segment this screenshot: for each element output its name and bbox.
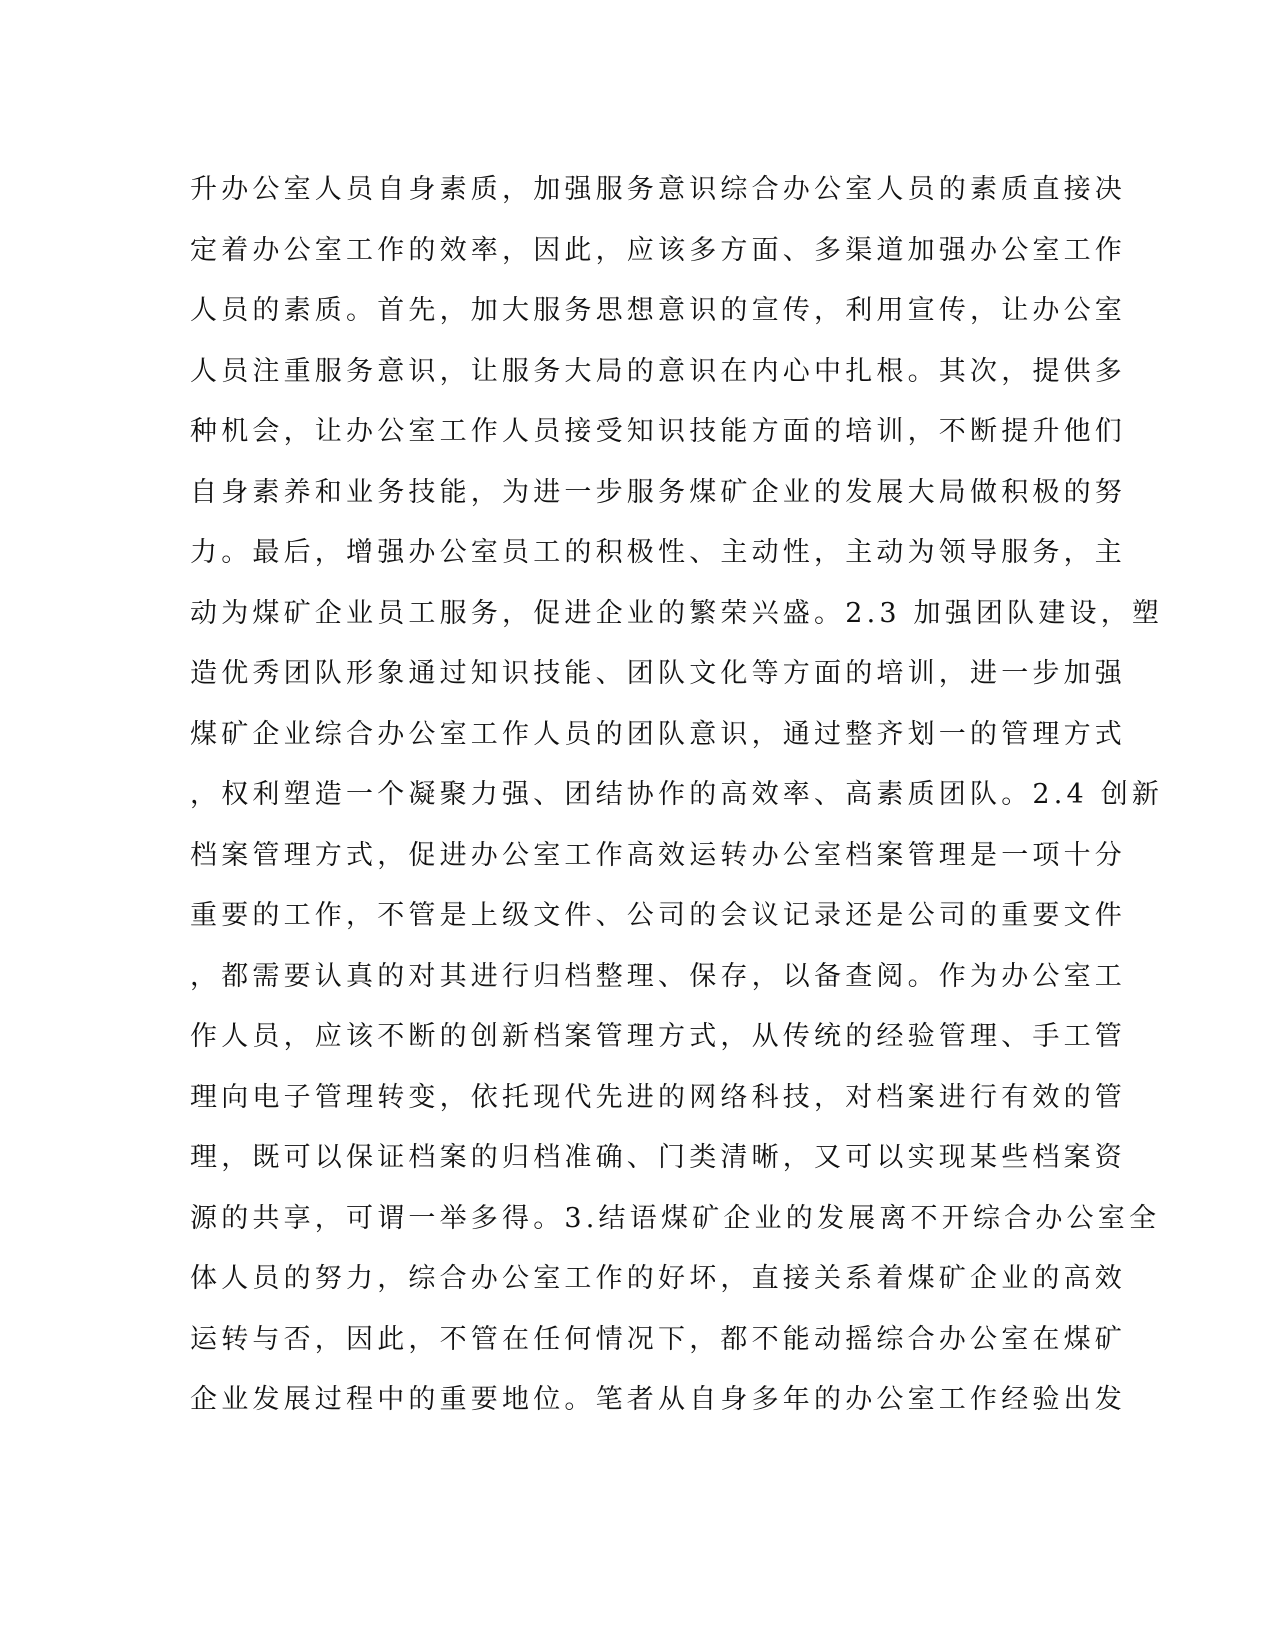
- text-line: ，权利塑造一个凝聚力强、团结协作的高效率、高素质团队。2.4 创新: [190, 779, 1164, 810]
- text-line: 造优秀团队形象通过知识技能、团队文化等方面的培训，进一步加强: [190, 658, 1126, 689]
- text-line: 自身素养和业务技能，为进一步服务煤矿企业的发展大局做积极的努: [190, 476, 1126, 508]
- text-line: 煤矿企业综合办公室工作人员的团队意识，通过整齐划一的管理方式: [190, 718, 1126, 750]
- text-line: 源的共享，可谓一举多得。3.结语煤矿企业的发展离不开综合办公室全: [190, 1202, 1161, 1234]
- body-text: [190, 160, 1164, 1431]
- text-line: 定着办公室工作的效率，因此，应该多方面、多渠道加强办公室工作: [190, 234, 1126, 266]
- text-line: 种机会，让办公室工作人员接受知识技能方面的培训，不断提升他们: [190, 416, 1126, 447]
- text-line: ，都需要认真的对其进行归档整理、保存，以备查阅。作为办公室工: [190, 960, 1126, 992]
- text-line: 理向电子管理转变，依托现代先进的网络科技，对档案进行有效的管: [190, 1081, 1126, 1113]
- text-line: 动为煤矿企业员工服务，促进企业的繁荣兴盛。2.3 加强团队建设，塑: [190, 597, 1164, 629]
- text-line: 档案管理方式，促进办公室工作高效运转办公室档案管理是一项十分: [190, 839, 1126, 871]
- text-line: 理，既可以保证档案的归档准确、门类清晰，又可以实现某些档案资: [190, 1142, 1126, 1173]
- text-line: 重要的工作，不管是上级文件、公司的会议记录还是公司的重要文件: [190, 900, 1126, 931]
- text-line: 体人员的努力，综合办公室工作的好坏，直接关系着煤矿企业的高效: [190, 1263, 1126, 1294]
- text-line: 人员注重服务意识，让服务大局的意识在内心中扎根。其次，提供多: [190, 355, 1126, 387]
- text-line: 企业发展过程中的重要地位。笔者从自身多年的办公室工作经验出发: [190, 1384, 1126, 1415]
- text-line: 运转与否，因此，不管在任何情况下，都不能动摇综合办公室在煤矿: [190, 1323, 1126, 1355]
- text-line: 升办公室人员自身素质，加强服务意识综合办公室人员的素质直接决: [190, 174, 1126, 205]
- text-line: 人员的素质。首先，加大服务思想意识的宣传，利用宣传，让办公室: [190, 295, 1126, 326]
- text-line: 力。最后，增强办公室员工的积极性、主动性，主动为领导服务，主: [190, 537, 1126, 568]
- text-line: 作人员，应该不断的创新档案管理方式，从传统的经验管理、手工管: [190, 1021, 1126, 1052]
